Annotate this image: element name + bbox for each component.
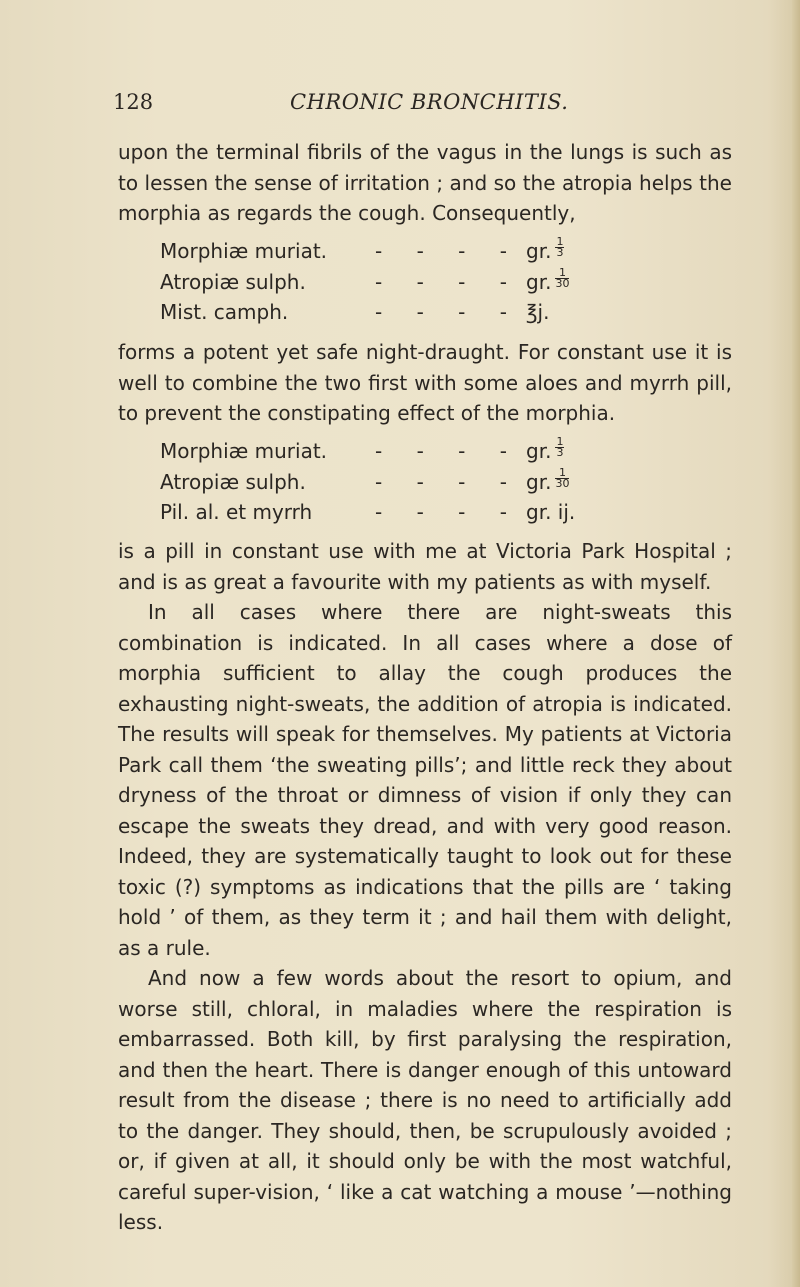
page-number: 128 — [113, 90, 154, 114]
rx1-line-camph — [160, 297, 680, 328]
page-header — [0, 88, 800, 118]
fraction: $\frac{1}{3}$ — [556, 235, 564, 259]
rx1-line-atropia — [160, 267, 680, 298]
prescription-2 — [160, 436, 680, 528]
rx2-line-morphia — [160, 436, 680, 467]
rx2-dose: gr. $\frac{1}{30}$ — [526, 465, 570, 494]
night-sweats-paragraph: In all cases where there are night-sweats this combination is indicated. In all cases where a dose of morphia sufficient to allay the cough produces the exhausting night-sweats, the addition of atropia is indicated. The results will speak for themselves. My patients at Victoria Park call them ‘the sweating pills’; and little reck they about dryness of the throat or dimness of vision if only they can escape the sweats they dread, and with very good reason. Indeed, they are systematically taught to look out for these toxic (?) symptoms as indications that the pills are ‘ taking hold ’ of them, as they term it ; and hail them with delight, as a rule. — [118, 600, 732, 960]
rx1-drug-name: Atropiæ sulph. — [160, 269, 306, 294]
fraction: $\frac{1}{30}$ — [555, 265, 570, 290]
rx1-dose: ℥j. — [526, 300, 550, 324]
middle-paragraph — [118, 337, 732, 429]
rx1-dose: gr. $\frac{1}{30}$ — [526, 265, 570, 294]
rx2-line-atropia — [160, 467, 680, 498]
after-rx-text: is a pill in constant use with me at Victoria Park Hospital ; and is as great a favourite with my patients as with myself. — [118, 539, 732, 594]
rx1-dose: gr. $\frac{1}{3}$ — [526, 235, 564, 263]
rx2-dose: gr. $\frac{1}{3}$ — [526, 435, 564, 463]
rx1-dashes: - - - - — [375, 269, 521, 294]
prescription-1 — [160, 236, 680, 328]
intro-text: upon the terminal fibrils of the vagus in the lungs is such as to lessen the sense of irritation ; and so the atropia helps the morphia as regards the cough. Consequently, — [118, 140, 732, 225]
body-paragraphs — [118, 536, 732, 1238]
page-edge — [792, 0, 800, 1287]
fraction: $\frac{1}{3}$ — [556, 435, 564, 459]
rx1-drug-name: Morphiæ muriat. — [160, 239, 328, 263]
rx1-drug-name: Mist. camph. — [160, 300, 289, 324]
fraction: $\frac{1}{30}$ — [555, 465, 570, 490]
rx2-dose: gr. ij. — [526, 500, 576, 524]
opium-paragraph: And now a few words about the resort to opium, and worse still, chloral, in maladies where the respiration is embarrassed. Both kill, by first paralysing the respiration, and then the heart. There is danger enough of this untoward result from the disease ; there is no need to artificially add to the danger. They should, then, be scrupulously avoided ; or, if given at all, it should only be with the most watchful, careful super-vision, ‘ like a cat watching a mouse ’—nothing less. — [118, 966, 732, 1234]
rx2-line-pill — [160, 497, 680, 528]
rx1-line-morphia — [160, 236, 680, 267]
intro-paragraph — [118, 137, 732, 229]
rx2-drug-name: Pil. al. et myrrh — [160, 500, 313, 524]
rx2-drug-name: Morphiæ muriat. — [160, 439, 328, 463]
rx2-dashes: - - - - — [375, 469, 521, 494]
rx2-drug-name: Atropiæ sulph. — [160, 469, 306, 494]
rx2-dashes: - - - - — [375, 500, 521, 524]
rx2-dashes: - - - - — [375, 439, 521, 463]
rx1-dashes: - - - - — [375, 300, 521, 324]
running-title: CHRONIC BRONCHITIS. — [290, 90, 569, 114]
rx1-dashes: - - - - — [375, 239, 521, 263]
middle-text: forms a potent yet safe night-draught. For constant use it is well to combine the two first with some aloes and myrrh pill, to prevent the constipating effect of the morphia. — [118, 340, 732, 425]
